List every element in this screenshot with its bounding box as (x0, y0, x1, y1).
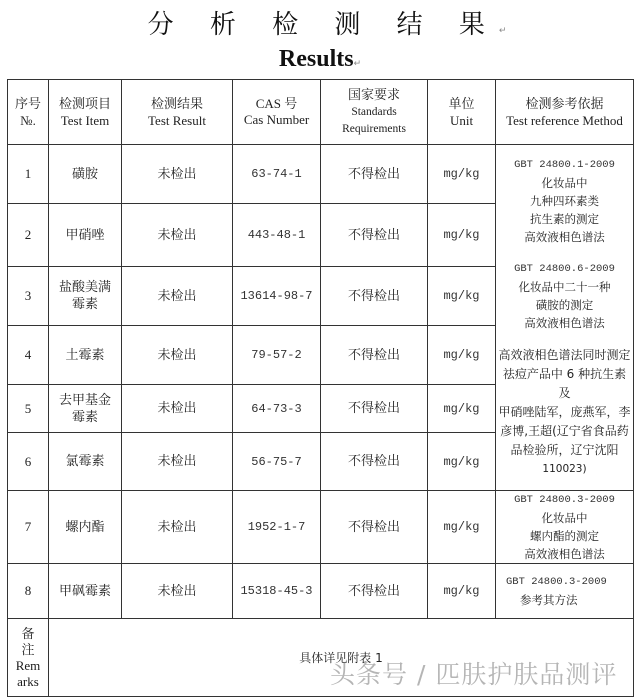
row-unit: mg/kg (428, 491, 496, 564)
row-cas: 1952-1-7 (233, 491, 321, 564)
row-result: 未检出 (122, 204, 233, 267)
results-table (7, 79, 634, 697)
row-unit: mg/kg (428, 564, 496, 619)
method-cell-rows-1-6 (496, 145, 634, 491)
header-result: 检测结果 Test Result (122, 80, 233, 145)
row-no: 7 (8, 491, 49, 564)
row-cas: 79-57-2 (233, 326, 321, 385)
row-result: 未检出 (122, 385, 233, 433)
document-title-cn (0, 4, 640, 41)
header-row (8, 80, 634, 145)
row-standard: 不得检出 (321, 491, 428, 564)
row-no: 8 (8, 564, 49, 619)
table-row (8, 145, 634, 204)
row-no: 5 (8, 385, 49, 433)
row-no: 4 (8, 326, 49, 385)
row-item: 磺胺 (49, 145, 122, 204)
row-no: 1 (8, 145, 49, 204)
method-block-1: GBT 24800.1-2009 化妆品中 九种四环素类 抗生素的测定 高效液相色谱法 (514, 159, 615, 244)
row-result: 未检出 (122, 326, 233, 385)
row-unit: mg/kg (428, 326, 496, 385)
header-standard: 国家要求 Standards Requirements (321, 80, 428, 145)
row-standard: 不得检出 (321, 326, 428, 385)
method-cell-row-8: GBT 24800.3-2009 参考其方法 (496, 564, 634, 619)
method-block-2: GBT 24800.6-2009 化妆品中二十一种 磺胺的测定 高效液相色谱法 (514, 263, 615, 330)
row-result: 未检出 (122, 145, 233, 204)
row-cas: 15318-45-3 (233, 564, 321, 619)
row-unit: mg/kg (428, 385, 496, 433)
row-cas: 13614-98-7 (233, 267, 321, 326)
row-item: 甲硝唑 (49, 204, 122, 267)
row-cas: 63-74-1 (233, 145, 321, 204)
table-row (8, 564, 634, 619)
row-result: 未检出 (122, 433, 233, 491)
row-no: 3 (8, 267, 49, 326)
row-standard: 不得检出 (321, 433, 428, 491)
row-cas: 64-73-3 (233, 385, 321, 433)
watermark: 头条号 / 匹肤护肤品测评 (330, 660, 618, 689)
row-no: 2 (8, 204, 49, 267)
paragraph-mark: ↵ (498, 26, 507, 36)
row-unit: mg/kg (428, 267, 496, 326)
row-item: 盐酸美满 霉素 (49, 267, 122, 326)
title-en-text: Results (278, 46, 354, 72)
row-standard: 不得检出 (321, 204, 428, 267)
row-cas: 56-75-7 (233, 433, 321, 491)
paragraph-mark: ↵ (353, 58, 362, 68)
row-item: 去甲基金 霉素 (49, 385, 122, 433)
row-result: 未检出 (122, 267, 233, 326)
header-item: 检测项目 Test Item (49, 80, 122, 145)
row-standard: 不得检出 (321, 145, 428, 204)
remarks-label: 备 注 Rem arks (8, 619, 49, 697)
header-unit: 单位 Unit (428, 80, 496, 145)
row-standard: 不得检出 (321, 564, 428, 619)
row-standard: 不得检出 (321, 267, 428, 326)
row-item: 螺内酯 (49, 491, 122, 564)
row-item: 氯霉素 (49, 433, 122, 491)
row-no: 6 (8, 433, 49, 491)
table-row (8, 491, 634, 564)
method-cell-row-7: GBT 24800.3-2009 化妆品中 螺内酯的测定 高效液相色谱法 (496, 491, 634, 564)
header-method: 检测参考依据 Test reference Method (496, 80, 634, 145)
header-cas: CAS 号 Cas Number (233, 80, 321, 145)
row-unit: mg/kg (428, 433, 496, 491)
header-no: 序号 №. (8, 80, 49, 145)
row-standard: 不得检出 (321, 385, 428, 433)
document-title-en (0, 46, 640, 73)
title-cn-text: 分 析 检 测 结 果 (147, 10, 499, 40)
row-item: 甲砜霉素 (49, 564, 122, 619)
row-unit: mg/kg (428, 145, 496, 204)
row-unit: mg/kg (428, 204, 496, 267)
row-result: 未检出 (122, 491, 233, 564)
method-block-3: 高效液相色谱法同时测定 祛痘产品中 6 种抗生素及 甲硝唑陆军，庞燕军，李 彦博,王超(辽宁省食品药 品检验所，辽宁沈阳 110023) (498, 348, 631, 475)
row-result: 未检出 (122, 564, 233, 619)
remarks-text: 具体详见附表 1 (49, 619, 634, 697)
row-item: 土霉素 (49, 326, 122, 385)
row-cas: 443-48-1 (233, 204, 321, 267)
